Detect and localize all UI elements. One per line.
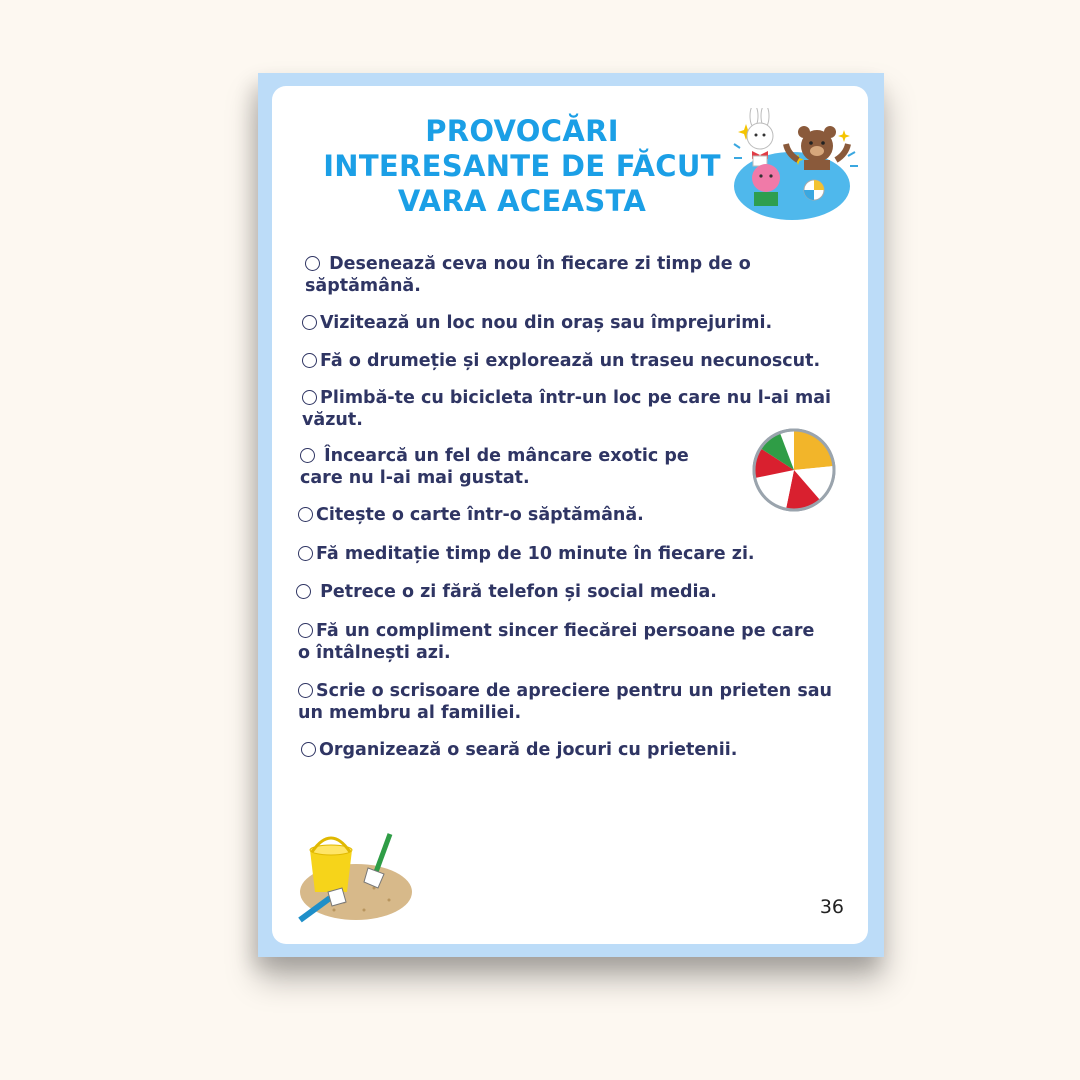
title-line-2: INTERESANTE DE FĂCUT xyxy=(323,149,721,183)
list-item xyxy=(301,739,841,761)
circle-checkbox-icon[interactable] xyxy=(301,742,316,757)
page-content xyxy=(272,86,868,944)
item-text: Fă meditație timp de 10 minute în fiecare zi. xyxy=(316,544,755,564)
circle-checkbox-icon[interactable] xyxy=(298,683,313,698)
list-item xyxy=(298,680,853,724)
item-text: Organizează o seară de jocuri cu prietenii. xyxy=(319,740,738,760)
item-text: Fă o drumeție și explorează un traseu necunoscut. xyxy=(320,351,821,371)
title-line-1: PROVOCĂRI xyxy=(425,114,619,148)
sand-bucket-illustration xyxy=(294,830,412,930)
item-text: Scrie o scrisoare de apreciere pentru un prieten sau un membru al familiei. xyxy=(298,681,833,723)
list-item xyxy=(298,543,838,565)
circle-checkbox-icon[interactable] xyxy=(302,353,317,368)
list-item xyxy=(302,312,822,334)
circle-checkbox-icon[interactable] xyxy=(298,623,313,638)
beach-ball-illustration xyxy=(750,426,838,514)
challenge-list xyxy=(272,86,868,944)
list-item xyxy=(298,504,818,526)
item-text: Plimbă-te cu bicicleta într-un loc pe care nu l-ai mai văzut. xyxy=(302,388,832,430)
list-item xyxy=(298,620,828,664)
circle-checkbox-icon[interactable] xyxy=(298,546,313,561)
list-item xyxy=(296,581,836,603)
list-item xyxy=(300,445,695,489)
list-item xyxy=(302,350,822,372)
page-number: 36 xyxy=(819,896,844,918)
list-item xyxy=(302,387,837,431)
book-page xyxy=(258,73,884,957)
item-text: Fă un compliment sincer fiecărei persoane pe care o întâlnești azi. xyxy=(298,621,815,663)
circle-checkbox-icon[interactable] xyxy=(302,390,317,405)
circle-checkbox-icon[interactable] xyxy=(296,584,311,599)
item-text: Desenează ceva nou în fiecare zi timp de o săptămână. xyxy=(305,254,751,296)
item-text: Citește o carte într-o săptămână. xyxy=(316,505,644,525)
circle-checkbox-icon[interactable] xyxy=(300,448,315,463)
item-text: Încearcă un fel de mâncare exotic pe care nu l-ai mai gustat. xyxy=(300,446,689,488)
item-text: Vizitează un loc nou din oraș sau împrejurimi. xyxy=(320,313,773,333)
circle-checkbox-icon[interactable] xyxy=(305,256,320,271)
circle-checkbox-icon[interactable] xyxy=(302,315,317,330)
title-line-3: VARA ACEASTA xyxy=(397,184,647,218)
circle-checkbox-icon[interactable] xyxy=(298,507,313,522)
item-text: Petrece o zi fără telefon și social media. xyxy=(320,582,717,602)
list-item xyxy=(305,253,765,297)
